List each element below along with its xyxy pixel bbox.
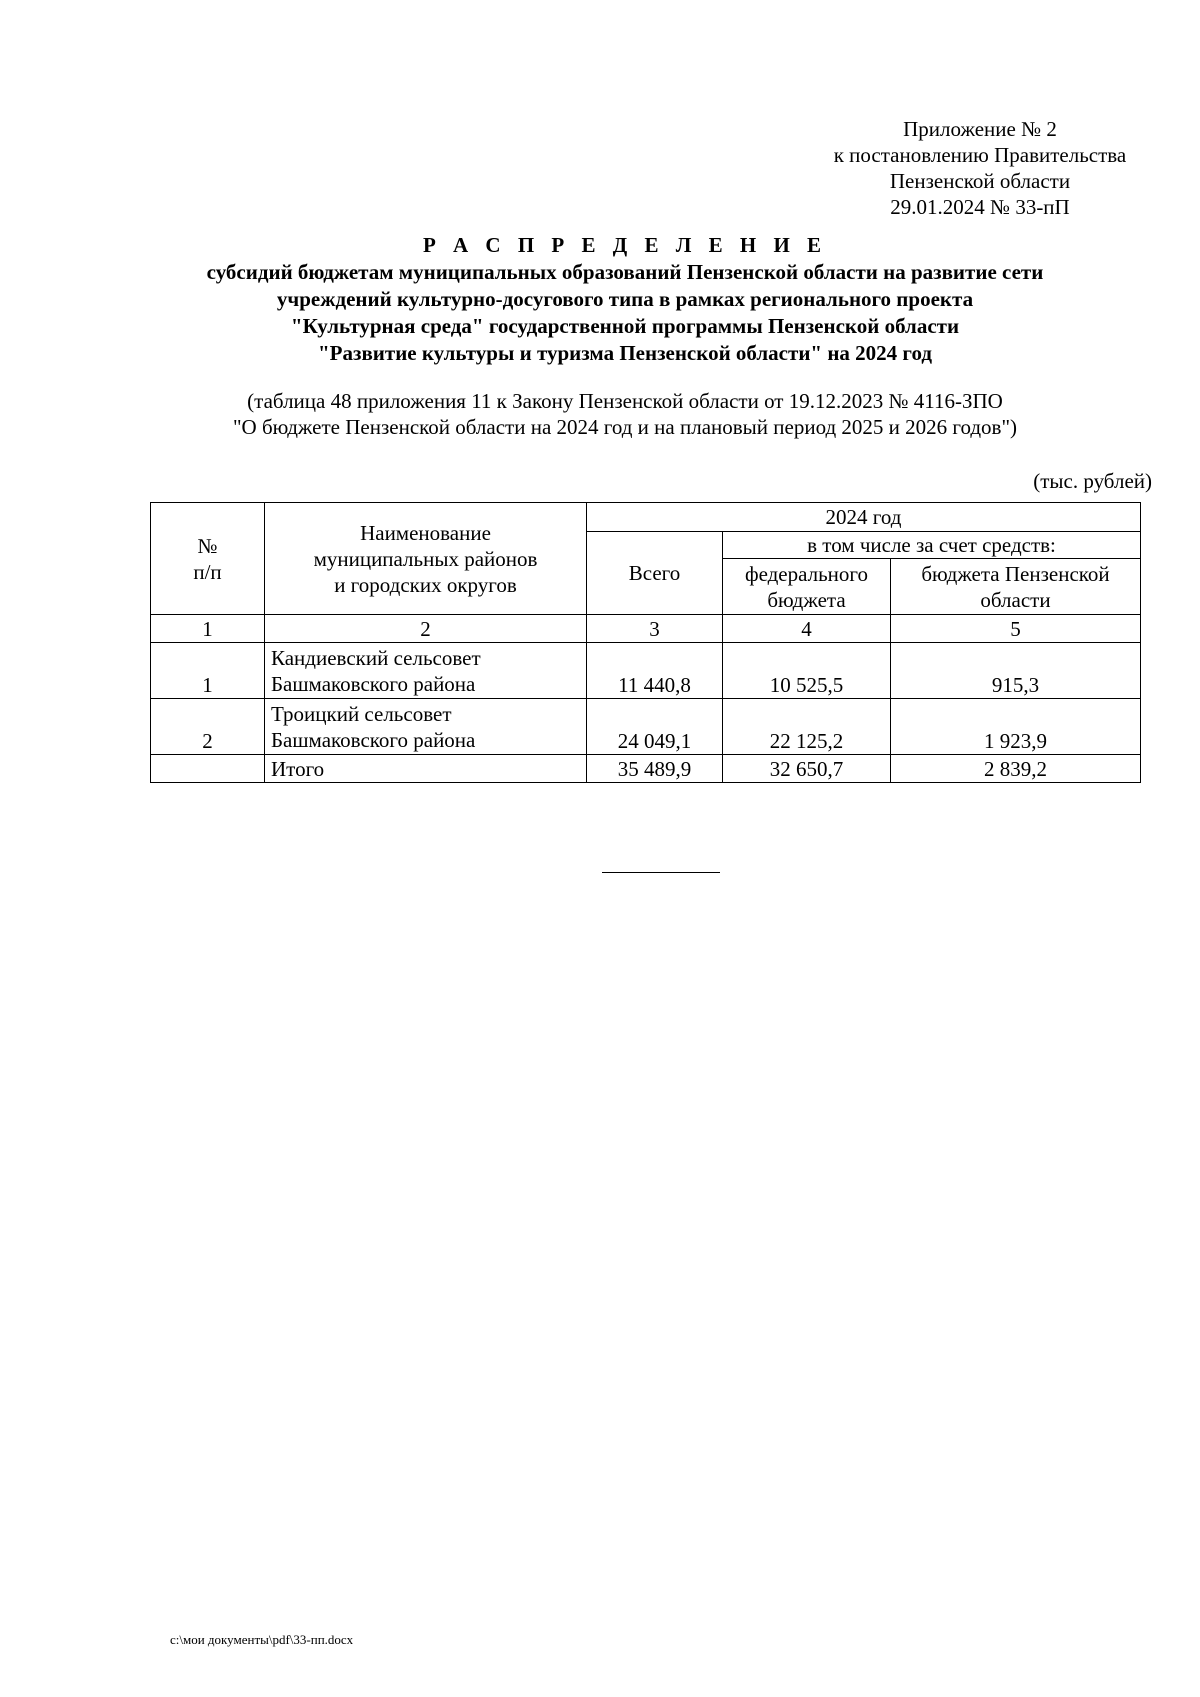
header-name — [265, 503, 587, 615]
header-num — [151, 503, 265, 615]
header-row-1 — [151, 503, 1141, 532]
column-number: 2 — [265, 615, 587, 643]
title-heading: Р А С П Р Е Д Е Л Е Н И Е — [422, 233, 828, 257]
header-federal-line-1: федерального — [744, 561, 869, 586]
row-total: 11 440,8 — [587, 643, 723, 699]
column-number: 5 — [891, 615, 1141, 643]
totals-regional: 2 839,2 — [891, 755, 1141, 783]
column-number: 1 — [151, 615, 265, 643]
header-total: Всего — [587, 532, 723, 615]
source-line-2: "О бюджете Пензенской области на 2024 год и на плановый период 2025 и 2026 годов") — [232, 415, 1018, 439]
header-regional-line-1: бюджета Пензенской — [921, 561, 1110, 586]
end-separator-line — [602, 872, 720, 873]
row-name-line-1: Кандиевский сельсовет — [271, 645, 481, 670]
column-number-row — [151, 615, 1141, 643]
row-name-line-1: Троицкий сельсовет — [271, 701, 452, 726]
totals-row — [151, 755, 1141, 783]
totals-total: 35 489,9 — [587, 755, 723, 783]
column-number: 4 — [723, 615, 891, 643]
appendix-resolution: к постановлению Правительства — [833, 143, 1127, 167]
header-num-symbol: № — [197, 533, 218, 558]
row-federal: 22 125,2 — [723, 699, 891, 755]
appendix-number: Приложение № 2 — [903, 117, 1057, 141]
row-name-line-2: Башмаковского района — [271, 671, 476, 696]
row-total: 24 049,1 — [587, 699, 723, 755]
row-name-line-2: Башмаковского района — [271, 727, 476, 752]
header-name-line-2: муниципальных районов — [313, 546, 538, 571]
row-name — [265, 643, 587, 699]
row-federal: 10 525,5 — [723, 643, 891, 699]
table-row — [151, 643, 1141, 699]
title-line-3: "Культурная среда" государственной программы Пензенской области — [290, 314, 960, 338]
appendix-block — [800, 116, 1160, 220]
header-year: 2024 год — [587, 503, 1141, 532]
header-name-line-1: Наименование — [360, 520, 491, 545]
column-number: 3 — [587, 615, 723, 643]
source-line-1: (таблица 48 приложения 11 к Закону Пензенской области от 19.12.2023 № 4116-ЗПО — [247, 389, 1003, 413]
title-line-1: субсидий бюджетам муниципальных образований Пензенской области на развитие сети — [206, 260, 1044, 284]
document-title — [100, 232, 1150, 367]
row-regional: 915,3 — [891, 643, 1141, 699]
title-line-4: "Развитие культуры и туризма Пензенской области" на 2024 год — [318, 341, 932, 365]
row-num: 1 — [151, 643, 265, 699]
header-federal-line-2: бюджета — [767, 587, 846, 612]
units-label: (тыс. рублей) — [1033, 469, 1152, 493]
header-name-line-3: и городских округов — [334, 572, 517, 597]
header-regional-line-2: области — [980, 587, 1051, 612]
row-num: 2 — [151, 699, 265, 755]
totals-num — [151, 755, 265, 783]
appendix-region: Пензенской области — [889, 169, 1071, 193]
totals-federal: 32 650,7 — [723, 755, 891, 783]
header-federal — [723, 559, 891, 615]
totals-label: Итого — [265, 755, 587, 783]
header-num-abbr: п/п — [193, 559, 222, 584]
file-path-footer: c:\мои документы\pdf\33-пп.docx — [170, 1632, 354, 1647]
source-reference — [100, 388, 1150, 440]
header-regional — [891, 559, 1141, 615]
header-including: в том числе за счет средств: — [723, 532, 1141, 559]
title-line-2: учреждений культурно-досугового типа в рамках регионального проекта — [276, 287, 974, 311]
distribution-table — [150, 502, 1141, 783]
row-name — [265, 699, 587, 755]
row-regional: 1 923,9 — [891, 699, 1141, 755]
appendix-date: 29.01.2024 № 33-пП — [890, 195, 1070, 219]
table-row — [151, 699, 1141, 755]
